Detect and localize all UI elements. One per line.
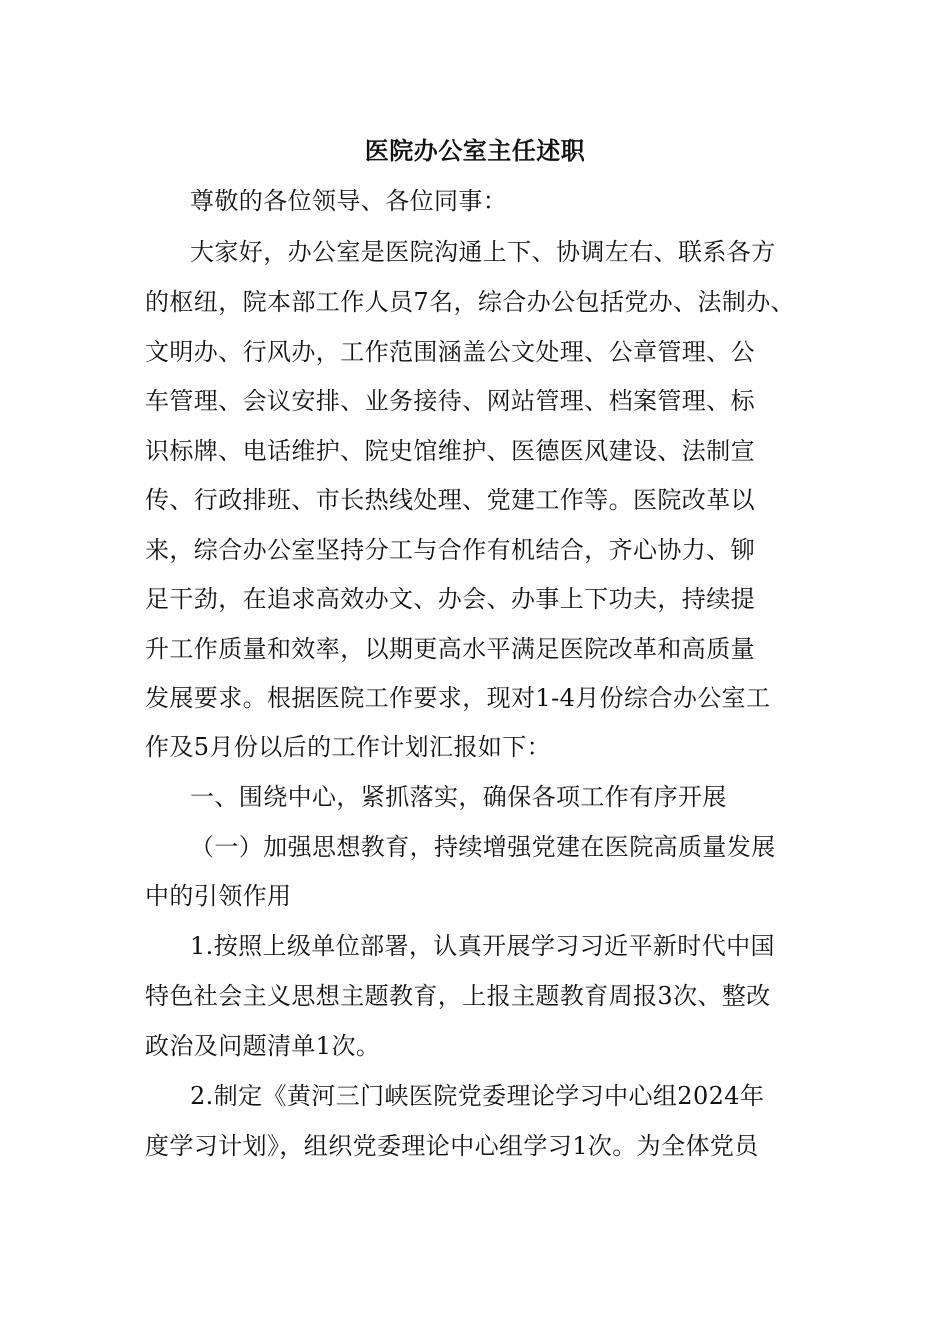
paragraph-line: 识标牌、电话维护、院史馆维护、医德医风建设、法制宣 — [145, 437, 755, 465]
paragraph-line: 发展要求。根据医院工作要求，现对1-4月份综合办公室工 — [145, 684, 771, 712]
paragraph-line: 升工作质量和效率，以期更高水平满足医院改革和高质量 — [145, 635, 755, 663]
paragraph-line: 大家好，办公室是医院沟通上下、协调左右、联系各方 — [190, 238, 776, 266]
document-title: 医院办公室主任述职 — [364, 136, 586, 165]
paragraph-line: 足干劲，在追求高效办文、办会、办事上下功夫，持续提 — [145, 585, 755, 613]
section-heading: 一、围绕中心，紧抓落实，确保各项工作有序开展 — [190, 783, 727, 811]
paragraph-line: 的枢纽，院本部工作人员7名，综合办公包括党办、法制办、 — [145, 288, 796, 316]
paragraph-line: 政治及问题清单1次。 — [145, 1032, 381, 1060]
subsection-heading: （一）加强思想教育，持续增强党建在医院高质量发展 — [190, 833, 776, 861]
paragraph-line: 来，综合办公室坚持分工与合作有机结合，齐心协力、铆 — [145, 536, 755, 564]
paragraph-line: 度学习计划》，组织党委理论中心组学习1次。为全体党员 — [145, 1132, 759, 1160]
paragraph-line: 1.按照上级单位部署，认真开展学习习近平新时代中国 — [190, 932, 775, 960]
paragraph-line: 作及5月份以后的工作计划汇报如下： — [145, 733, 552, 761]
paragraph-line: 2.制定《黄河三门峡医院党委理论学习中心组2024年 — [190, 1082, 765, 1110]
paragraph-line: 传、行政排班、市长热线处理、党建工作等。医院改革以 — [145, 486, 755, 514]
paragraph-line: 车管理、会议安排、业务接待、网站管理、档案管理、标 — [145, 387, 755, 415]
paragraph-line: 文明办、行风办，工作范围涵盖公文处理、公章管理、公 — [145, 338, 755, 366]
subsection-heading: 中的引领作用 — [145, 882, 292, 910]
paragraph-line: 特色社会主义思想主题教育，上报主题教育周报3次、整改 — [145, 982, 771, 1010]
salutation-line: 尊敬的各位领导、各位同事： — [190, 187, 508, 215]
